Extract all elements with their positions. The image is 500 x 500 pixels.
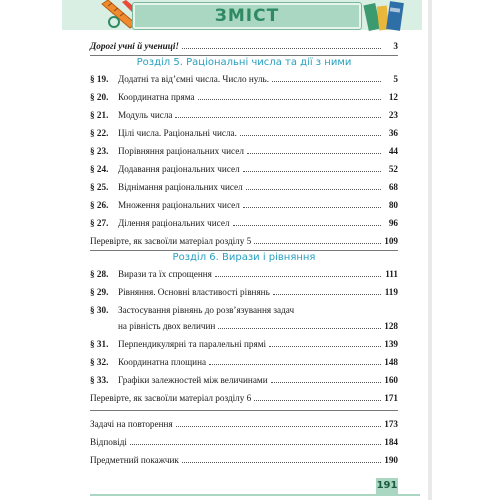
toc-item[interactable]: [90, 211, 398, 229]
page-ref: 80: [388, 200, 398, 210]
toc-item[interactable]: [90, 157, 398, 175]
entry-title: Модуль числа: [118, 110, 173, 120]
toc-item-continuation[interactable]: [90, 314, 398, 332]
page-ref: 119: [384, 287, 398, 297]
section-number: § 21.: [90, 110, 109, 120]
entry-title: на рівність двох величин: [118, 321, 216, 331]
dot-leader: [182, 47, 381, 49]
toc-appendix-item[interactable]: [90, 430, 398, 448]
dot-leader: [215, 275, 381, 277]
toc-item[interactable]: [90, 350, 398, 368]
section-number: § 32.: [90, 357, 109, 367]
section-number: § 20.: [90, 92, 109, 102]
entry-title: Координатна пряма: [118, 92, 195, 102]
divider: [90, 55, 398, 56]
page-ref: 139: [384, 339, 398, 349]
dot-leader: [272, 80, 381, 82]
page-ref: 109: [384, 236, 398, 246]
toc-item[interactable]: [90, 139, 398, 157]
toc-item[interactable]: [90, 85, 398, 103]
toc-item[interactable]: [90, 280, 398, 298]
entry-title: Координатна площина: [118, 357, 207, 367]
toc-intro[interactable]: [90, 34, 398, 52]
section-number: § 22.: [90, 128, 109, 138]
divider: [90, 410, 398, 411]
dot-leader: [175, 116, 381, 118]
entry-title: Перпендикулярні та паралельні прямі: [118, 339, 267, 349]
entry-title: Порівняння раціональних чисел: [118, 146, 244, 156]
dot-leader: [273, 293, 381, 295]
entry-title: Рівняння. Основні властивості рівнянь: [118, 287, 270, 297]
section-number: § 19.: [90, 74, 109, 84]
footer-line: [90, 494, 420, 496]
entry-title: Вирази та їх спрощення: [118, 269, 212, 279]
toc-item[interactable]: [90, 193, 398, 211]
dot-leader: [254, 242, 381, 244]
section-number: § 33.: [90, 375, 109, 385]
dot-leader: [176, 425, 381, 427]
dot-leader: [218, 327, 381, 329]
page-ref: 3: [393, 41, 398, 51]
toc-review-6[interactable]: [90, 386, 398, 404]
section-number: § 26.: [90, 200, 109, 210]
dot-leader: [198, 98, 381, 100]
page-ref: 111: [385, 269, 398, 279]
section-number: § 29.: [90, 287, 109, 297]
page-ref: 190: [384, 455, 398, 465]
entry-title: Віднімання раціональних чисел: [118, 182, 243, 192]
entry-title: Ділення раціональних чисел: [118, 218, 230, 228]
dot-leader: [182, 461, 381, 463]
entry-title: Множення раціональних чисел: [118, 200, 240, 210]
section-number: § 30.: [90, 305, 109, 315]
dot-leader: [246, 188, 381, 190]
section-number: § 31.: [90, 339, 109, 349]
page-ref: 36: [388, 128, 398, 138]
entry-title: Предметний покажчик: [90, 455, 179, 465]
toc-item[interactable]: [90, 262, 398, 280]
toc-appendix-item[interactable]: [90, 412, 398, 430]
toc-item[interactable]: [90, 332, 398, 350]
page-ref: 160: [384, 375, 398, 385]
entry-title: Цілі числа. Раціональні числа.: [118, 128, 237, 138]
entry-title: Перевірте, як засвоїли матеріал розділу 6: [90, 393, 252, 403]
page-ref: 52: [388, 164, 398, 174]
dot-leader: [269, 345, 381, 347]
dot-leader: [243, 170, 381, 172]
entry-title: Задачі на повторення: [90, 419, 173, 429]
entry-title: Застосування рівнянь до розв’язування задач: [118, 305, 295, 315]
page-ref: 171: [384, 393, 398, 403]
entry-title: Відповіді: [90, 437, 127, 447]
section-number: § 24.: [90, 164, 109, 174]
dot-leader: [254, 399, 381, 401]
page-ref: 23: [388, 110, 398, 120]
dot-leader: [209, 363, 381, 365]
page-number: 191: [376, 478, 398, 494]
dot-leader: [271, 381, 381, 383]
page-ref: 96: [388, 218, 398, 228]
section-number: § 23.: [90, 146, 109, 156]
toc-item[interactable]: [90, 175, 398, 193]
dot-leader: [243, 206, 381, 208]
section-5-heading: Розділ 5. Раціональні числа та дії з ними: [136, 57, 352, 68]
dot-leader: [130, 443, 381, 445]
toc-item[interactable]: [90, 121, 398, 139]
toc-review-5[interactable]: [90, 229, 398, 247]
toc-item[interactable]: [90, 67, 398, 85]
page-ref: 68: [388, 182, 398, 192]
page-ref: 128: [384, 321, 398, 331]
page-ref: 148: [384, 357, 398, 367]
page-ref: 173: [384, 419, 398, 429]
dot-leader: [233, 224, 381, 226]
toc-item[interactable]: [90, 103, 398, 121]
section-number: § 25.: [90, 182, 109, 192]
entry-title: Дорогі учні й учениці!: [90, 41, 179, 51]
section-number: § 27.: [90, 218, 109, 228]
dot-leader: [240, 134, 381, 136]
entry-title: Графіки залежностей між величинами: [118, 375, 268, 385]
page-ref: 44: [388, 146, 398, 156]
entry-title: Перевірте, як засвоїли матеріал розділу 5: [90, 236, 252, 246]
section-number: § 28.: [90, 269, 109, 279]
entry-title: Додатні та від’ємні числа. Число нуль.: [118, 74, 270, 84]
dot-leader: [247, 152, 381, 154]
page-title: ЗМІСТ: [214, 6, 280, 26]
entry-title: Додавання раціональних чисел: [118, 164, 240, 174]
page-ref: 184: [384, 437, 398, 447]
page-ref: 12: [388, 92, 398, 102]
divider: [90, 250, 398, 251]
section-6-heading: Розділ 6. Вирази і рівняння: [172, 252, 316, 263]
page-ref: 5: [393, 74, 398, 84]
toc-item[interactable]: [90, 368, 398, 386]
toc-appendix-item[interactable]: [90, 448, 398, 466]
